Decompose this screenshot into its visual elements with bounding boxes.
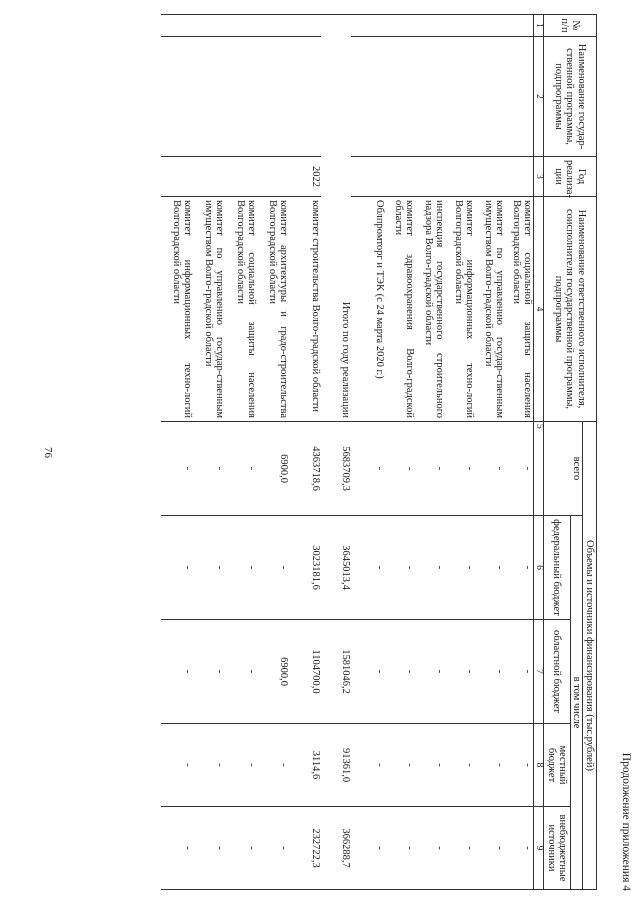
value-total: - <box>385 422 415 516</box>
total-value-federal: 3645013,4 <box>321 516 351 620</box>
column-number: 5 <box>533 422 543 516</box>
value-federal: - <box>193 516 225 620</box>
value-total: - <box>475 422 505 516</box>
value-local: - <box>385 724 415 807</box>
header-year: Год реализа-ции <box>543 157 596 197</box>
value-federal: - <box>505 516 534 620</box>
value-local: - <box>225 724 257 807</box>
table-row <box>289 15 321 890</box>
header-federal: федеральный бюджет <box>543 516 570 620</box>
table-row <box>385 15 415 890</box>
header-regional: областной бюджет <box>543 620 570 724</box>
value-total: - <box>225 422 257 516</box>
table-row <box>505 15 534 890</box>
value-total: - <box>505 422 534 516</box>
column-number: 2 <box>533 37 543 157</box>
value-total: - <box>161 422 193 516</box>
value-federal: - <box>225 516 257 620</box>
column-number: 7 <box>533 620 543 724</box>
responsible-cell: комитет социальной защиты населения Волгоградской области <box>225 197 257 422</box>
responsible-cell: комитет здравоохранения Волго-градской области <box>385 197 415 422</box>
value-regional: - <box>161 620 193 724</box>
table-block-continued <box>321 15 534 890</box>
year-cell: 2022 <box>289 157 321 197</box>
value-local: - <box>193 724 225 807</box>
value-extra: - <box>475 807 505 890</box>
value-extra: - <box>445 807 475 890</box>
value-regional: - <box>225 620 257 724</box>
header-funding: Объемы и источники финансирования (тыс.рублей) <box>583 422 597 890</box>
value-total: 6900,0 <box>257 422 289 516</box>
table-row <box>161 15 193 890</box>
responsible-cell: комитет социальной защиты населения Волгоградской области <box>505 197 534 422</box>
header-extra: внебюджетные источники <box>543 807 570 890</box>
value-federal: - <box>415 516 445 620</box>
column-number: 1 <box>533 15 543 37</box>
value-local: - <box>257 724 289 807</box>
value-local: - <box>161 724 193 807</box>
total-value-local: 91361,0 <box>321 724 351 807</box>
column-number: 3 <box>533 157 543 197</box>
value-federal: - <box>161 516 193 620</box>
value-regional: 1104700,0 <box>289 620 321 724</box>
appendix-caption: Продолжение приложения 4 <box>620 752 632 891</box>
header-program: Наименование государ-ственной программы, подпрограммы <box>543 37 596 157</box>
value-local: - <box>475 724 505 807</box>
value-regional: - <box>415 620 445 724</box>
table-row <box>257 15 289 890</box>
header-local: местный бюджет <box>543 724 570 807</box>
responsible-cell: Облпромторг и ТЭК (с 24 марта 2020 г.) <box>351 197 385 422</box>
total-value-extra: 366288,7 <box>321 807 351 890</box>
value-federal: - <box>257 516 289 620</box>
header-responsible: Наименование ответственного исполнителя, соисполнителя государственной программы, подпрограммы <box>543 197 596 422</box>
value-extra: - <box>385 807 415 890</box>
responsible-cell: комитет архитектуры и градо-строительства Волгоградской области <box>257 197 289 422</box>
value-regional: - <box>193 620 225 724</box>
table-row <box>193 15 225 890</box>
header-in-that: в том числе <box>570 516 582 890</box>
table-row <box>415 15 445 890</box>
header-number: № п/п <box>543 15 596 37</box>
table-block-2022 <box>161 15 321 890</box>
column-number: 6 <box>533 516 543 620</box>
responsible-cell: комитет информационных техно-логий Волгоградской области <box>161 197 193 422</box>
responsible-cell: инспекция государственного строительного надзора Волго-градской области <box>415 197 445 422</box>
value-total: - <box>415 422 445 516</box>
column-number: 4 <box>533 197 543 422</box>
value-regional: - <box>385 620 415 724</box>
value-extra: - <box>193 807 225 890</box>
value-federal: - <box>475 516 505 620</box>
value-total: - <box>193 422 225 516</box>
column-number-row <box>533 15 543 890</box>
column-number: 9 <box>533 807 543 890</box>
table-row <box>225 15 257 890</box>
value-extra: - <box>351 807 385 890</box>
value-regional: - <box>475 620 505 724</box>
responsible-cell: комитет строительства Волго-градской области <box>289 197 321 422</box>
value-extra: - <box>415 807 445 890</box>
value-total: - <box>351 422 385 516</box>
total-label: Итого по году реализации <box>321 15 351 422</box>
value-local: 3114,6 <box>289 724 321 807</box>
value-local: - <box>445 724 475 807</box>
value-federal: - <box>385 516 415 620</box>
value-local: - <box>505 724 534 807</box>
value-regional: - <box>351 620 385 724</box>
value-extra: - <box>225 807 257 890</box>
total-row <box>321 15 351 890</box>
responsible-cell: комитет по управлению государ-ственным имуществом Волго-градской области <box>475 197 505 422</box>
value-extra: 232722,3 <box>289 807 321 890</box>
column-number: 8 <box>533 724 543 807</box>
value-local: - <box>415 724 445 807</box>
value-extra: - <box>257 807 289 890</box>
total-value-regional: 1581046,2 <box>321 620 351 724</box>
value-federal: - <box>351 516 385 620</box>
value-regional: - <box>445 620 475 724</box>
value-federal: 3023181,6 <box>289 516 321 620</box>
funding-table <box>161 14 597 890</box>
value-regional: - <box>505 620 534 724</box>
value-local: - <box>351 724 385 807</box>
table-row <box>475 15 505 890</box>
value-total: - <box>445 422 475 516</box>
header-total: всего <box>543 422 582 516</box>
responsible-cell: комитет по управлению государ-ственным имуществом Волго-градской области <box>193 197 225 422</box>
total-value-all: 5683709,3 <box>321 422 351 516</box>
page-number: 76 <box>42 447 54 458</box>
value-regional: 6900,0 <box>257 620 289 724</box>
value-total: 4363718,6 <box>289 422 321 516</box>
value-federal: - <box>445 516 475 620</box>
table-row <box>351 15 385 890</box>
table-header <box>533 15 596 890</box>
value-extra: - <box>505 807 534 890</box>
responsible-cell: комитет информационных техно-логий Волгоградской области <box>445 197 475 422</box>
value-extra: - <box>161 807 193 890</box>
table-row <box>445 15 475 890</box>
